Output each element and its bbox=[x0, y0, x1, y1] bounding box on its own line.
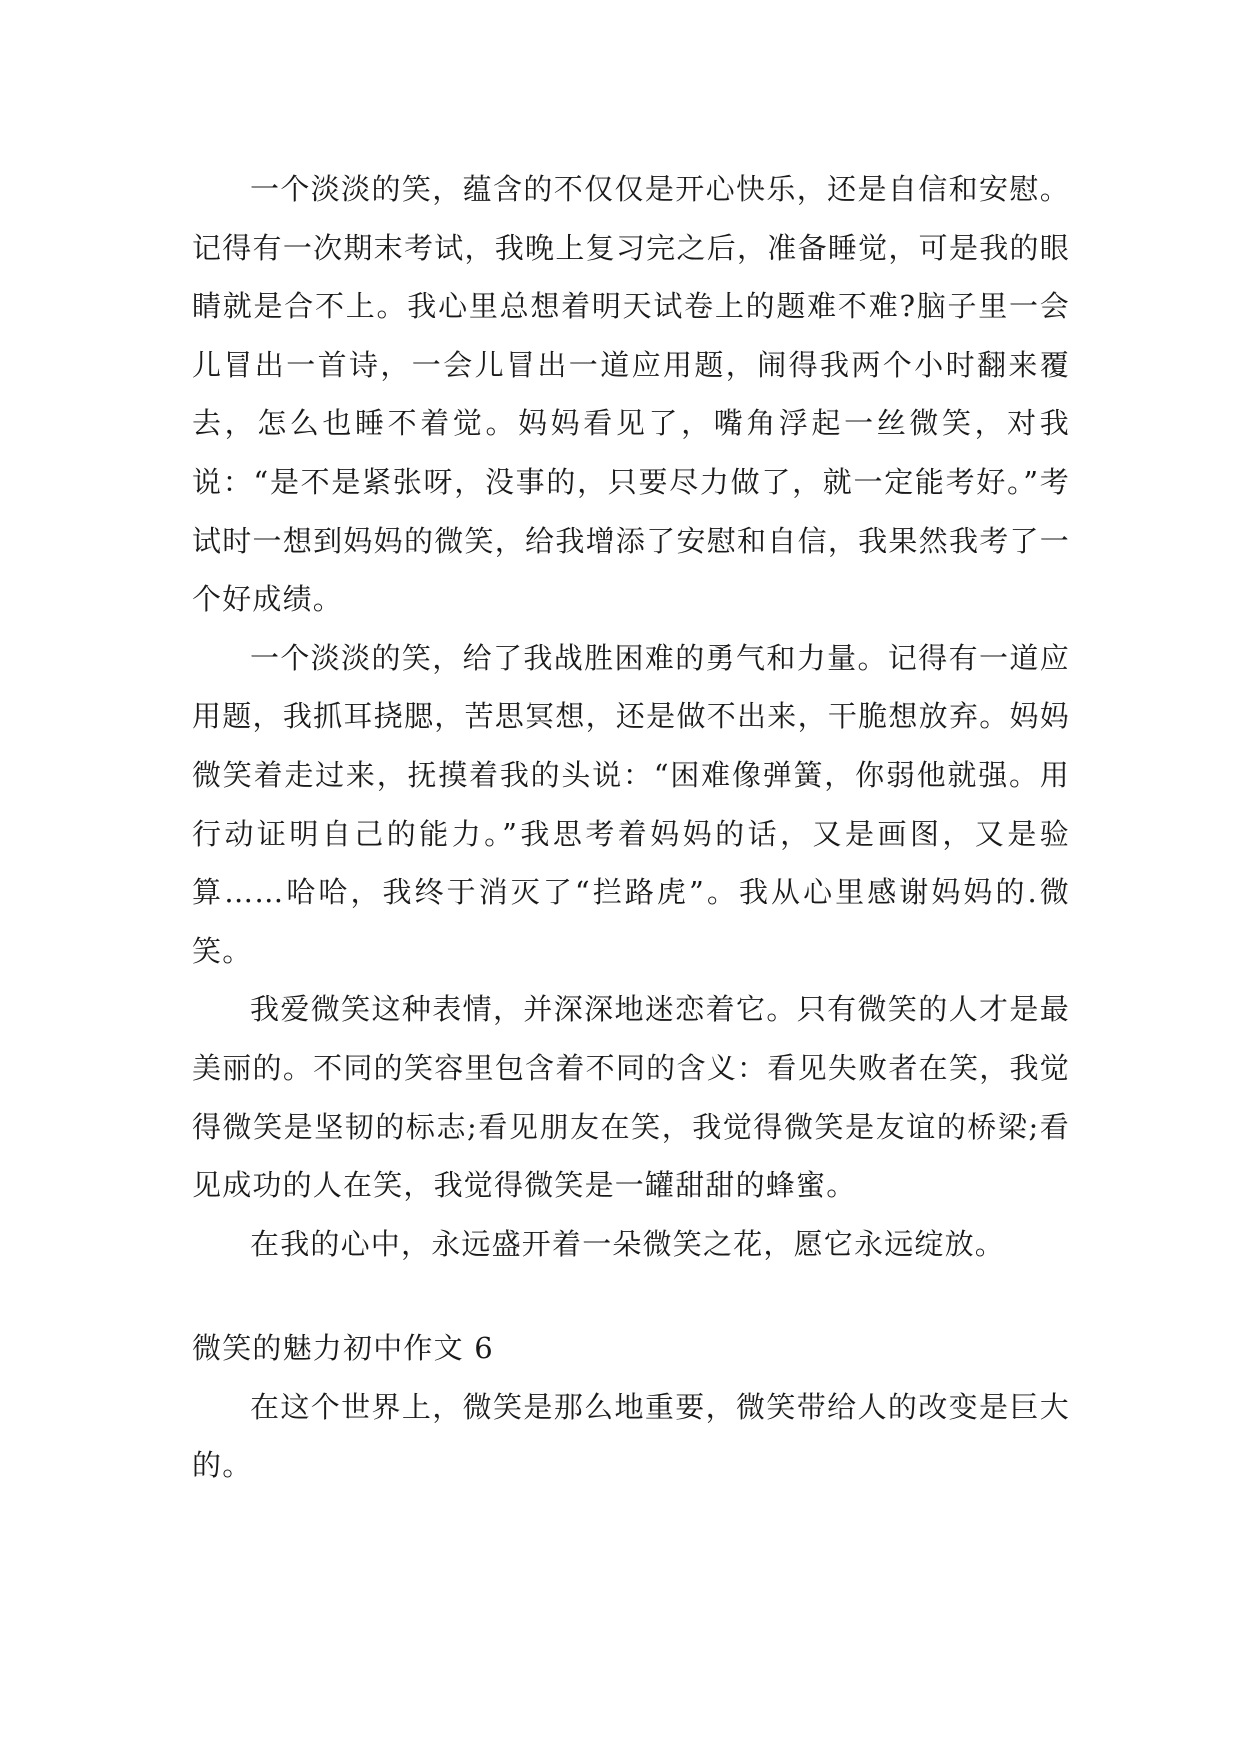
paragraph-1: 一个淡淡的笑，蕴含的不仅仅是开心快乐，还是自信和安慰。记得有一次期末考试，我晚上复习完之后，准备睡觉，可是我的眼睛就是合不上。我心里总想着明天试卷上的题难不难?脑子里一会儿冒出一首诗，一会儿冒出一道应用题，闹得我两个小时翻来覆去，怎么也睡不着觉。妈妈看见了，嘴角浮起一丝微笑，对我说：“是不是紧张呀，没事的，只要尽力做了，就一定能考好。”考试时一想到妈妈的微笑，给我增添了安慰和自信，我果然我考了一个好成绩。 bbox=[192, 172, 1070, 617]
section-heading: 微笑的魅力初中作文 6 bbox=[192, 1331, 494, 1366]
paragraph-3: 我爱微笑这种表情，并深深地迷恋着它。只有微笑的人才是最美丽的。不同的笑容里包含着不同的含义：看见失败者在笑，我觉得微笑是坚韧的标志;看见朋友在笑，我觉得微笑是友谊的桥梁;看见成功的人在笑，我觉得微笑是一罐甜甜的蜂蜜。 bbox=[192, 992, 1070, 1203]
paragraph-2: 一个淡淡的笑，给了我战胜困难的勇气和力量。记得有一道应用题，我抓耳挠腮，苦思冥想，还是做不出来，干脆想放弃。妈妈微笑着走过来，抚摸着我的头说：“困难像弹簧，你弱他就强。用行动证明自己的能力。”我思考着妈妈的话，又是画图，又是验算……哈哈，我终于消灭了“拦路虎”。我从心里感谢妈妈的.微笑。 bbox=[192, 640, 1070, 968]
paragraph-4: 在我的心中，永远盛开着一朵微笑之花，愿它永远绽放。 bbox=[250, 1226, 1006, 1261]
document-page bbox=[192, 160, 1070, 1495]
paragraph-5: 在这个世界上，微笑是那么地重要，微笑带给人的改变是巨大的。 bbox=[192, 1389, 1070, 1483]
